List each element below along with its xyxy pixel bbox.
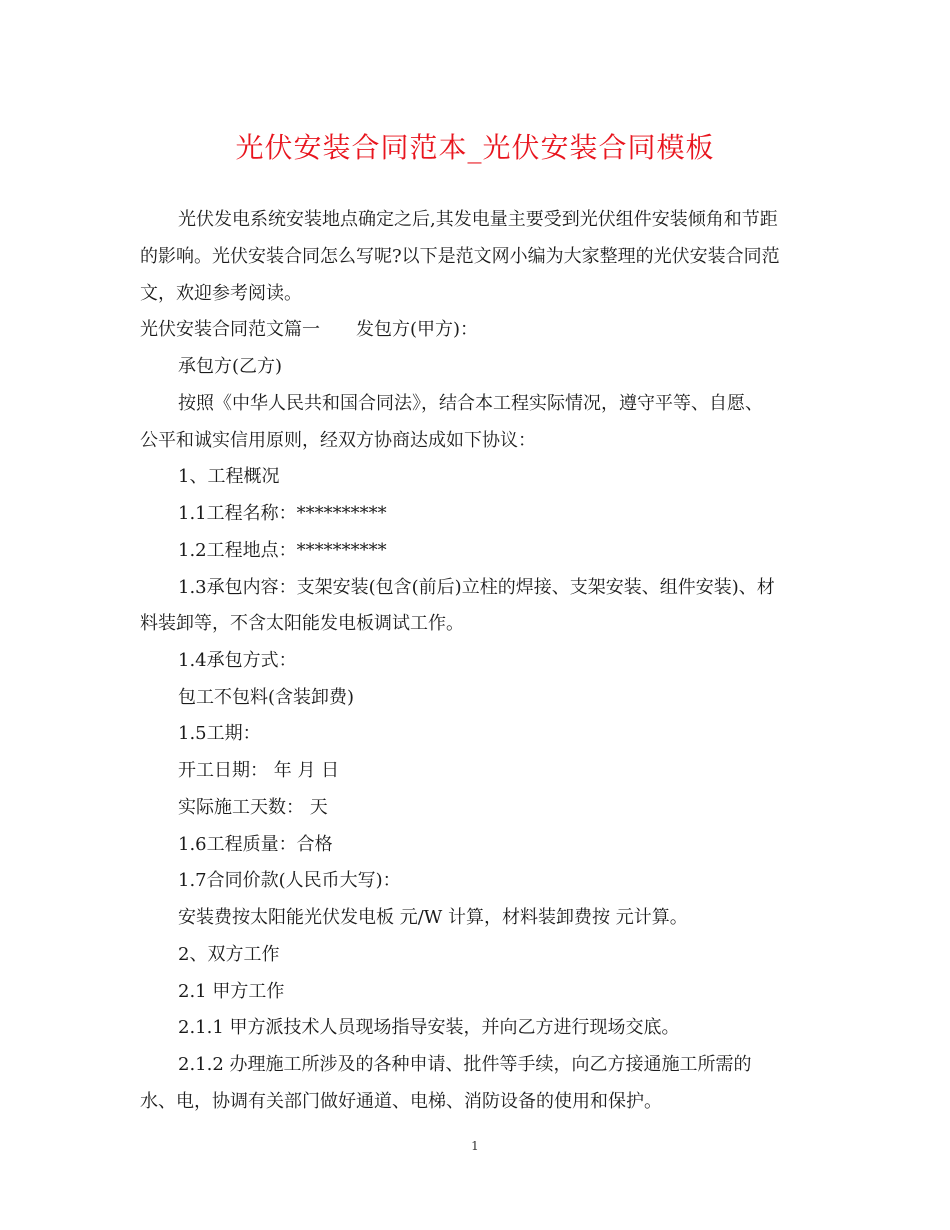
paragraph-line: 光伏安装合同范文篇一 发包方(甲方)：	[140, 319, 479, 340]
paragraph-line: 文，欢迎参考阅读。	[140, 283, 302, 304]
paragraph-line: 1.7合同价款(人民币大写)：	[178, 870, 401, 891]
paragraph-line: 开工日期： 年 月 日	[178, 760, 340, 781]
paragraph-line: 1.4承包方式：	[178, 650, 297, 671]
document-title: 光伏安装合同范本_光伏安装合同模板	[235, 131, 715, 164]
paragraph-line: 光伏发电系统安装地点确定之后,其发电量主要受到光伏组件安装倾角和节距	[178, 209, 778, 230]
page-number: 1	[471, 1139, 479, 1153]
paragraph-line: 包工不包料(含装卸费)	[178, 687, 355, 708]
paragraph-line: 1.5工期：	[178, 723, 261, 744]
paragraph-line: 的影响。光伏安装合同怎么写呢?以下是范文网小编为大家整理的光伏安装合同范	[140, 246, 780, 267]
paragraph-line: 料装卸等，不含太阳能发电板调试工作。	[140, 613, 464, 634]
paragraph-line: 安装费按太阳能光伏发电板 元/W 计算，材料装卸费按 元计算。	[178, 907, 688, 928]
paragraph-line: 按照《中华人民共和国合同法》，结合本工程实际情况，遵守平等、自愿、	[178, 393, 763, 414]
paragraph-line: 公平和诚实信用原则，经双方协商达成如下协议：	[140, 430, 536, 451]
paragraph-line: 1.2工程地点：**********	[178, 540, 387, 561]
section-heading: 2、双方工作	[178, 944, 280, 965]
paragraph-line: 1.6工程质量：合格	[178, 834, 333, 855]
paragraph-line: 水、电，协调有关部门做好通道、电梯、消防设备的使用和保护。	[140, 1091, 662, 1112]
paragraph-line: 2.1.1 甲方派技术人员现场指导安装，并向乙方进行现场交底。	[178, 1017, 680, 1038]
paragraph-line: 实际施工天数： 天	[178, 797, 328, 818]
section-heading: 1、工程概况	[178, 466, 280, 487]
paragraph-line: 1.1工程名称：**********	[178, 503, 387, 524]
paragraph-line: 承包方(乙方)	[178, 356, 283, 377]
paragraph-line: 1.3承包内容：支架安装(包含(前后)立柱的焊接、支架安装、组件安装)、材	[178, 577, 775, 598]
paragraph-line: 2.1.2 办理施工所涉及的各种申请、批件等手续，向乙方接通施工所需的	[178, 1054, 752, 1075]
paragraph-line: 2.1 甲方工作	[178, 981, 285, 1002]
